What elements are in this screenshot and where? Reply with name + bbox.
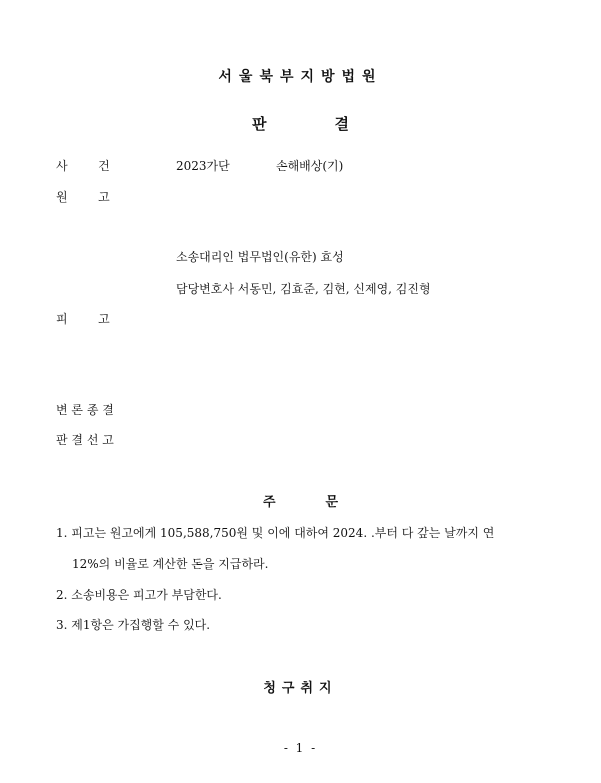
- order-title-part1: 주: [262, 495, 276, 510]
- counsel-attorneys: 담당변호사 서동민, 김효준, 김현, 신제영, 김진형: [176, 282, 431, 296]
- document-title-part1: 판: [252, 115, 267, 133]
- order-item-3: 3. 제1항은 가집행할 수 있다.: [56, 618, 211, 632]
- order-item-1: 1. 피고는 원고에게 105,588,750원 및 이에 대하여 2024. .부터 다 갚는 날까지 연: [56, 526, 495, 540]
- order-item-2: 2. 소송비용은 피고가 부담한다.: [56, 588, 222, 602]
- page-number: - 1 -: [283, 741, 318, 755]
- order-section-title: [0, 491, 601, 510]
- plaintiff-label: 원 고: [56, 190, 110, 204]
- defendant-label: 피 고: [56, 312, 110, 326]
- judgment-date-label: 판 결 선 고: [56, 433, 114, 447]
- case-number: 2023가단: [176, 159, 230, 173]
- case-name: 손해배상(기): [276, 159, 344, 173]
- hearing-closed-label: 변 론 종 결: [56, 403, 114, 417]
- counsel-firm: 소송대리인 법무법인(유한) 효성: [176, 250, 344, 264]
- case-label: 사 건: [56, 159, 110, 173]
- claim-section-title: 청구취지: [263, 681, 338, 696]
- document-title: [0, 113, 601, 134]
- document-title-part2: 결: [334, 115, 349, 133]
- order-item-1-continued: 12%의 비율로 계산한 돈을 지급하라.: [72, 557, 269, 571]
- order-title-part2: 문: [325, 495, 339, 510]
- court-name: 서울북부지방법원: [218, 69, 383, 85]
